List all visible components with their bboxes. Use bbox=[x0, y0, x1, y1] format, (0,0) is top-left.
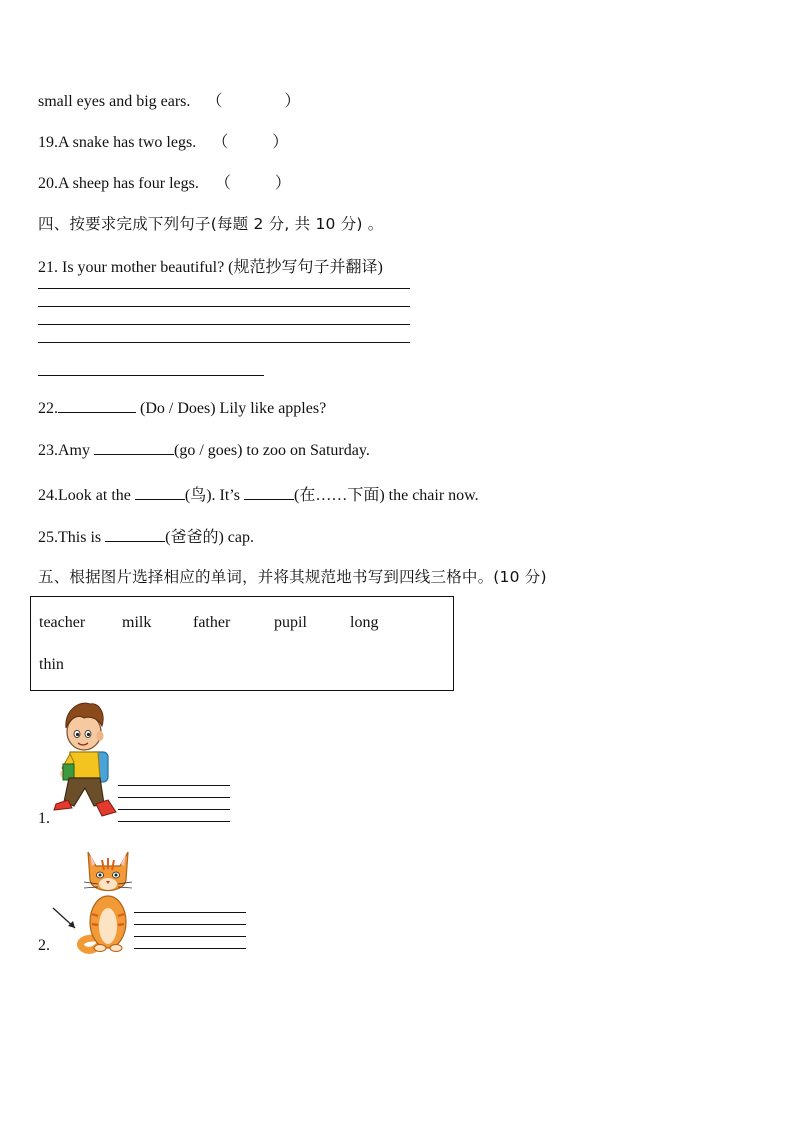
question-20 bbox=[38, 170, 291, 193]
copy-writing-lines[interactable] bbox=[38, 288, 410, 342]
answer-blank[interactable] bbox=[94, 441, 174, 455]
word-bank-item: long bbox=[350, 614, 379, 631]
word-bank-item: pupil bbox=[274, 614, 307, 631]
answer-blank[interactable] bbox=[244, 486, 294, 500]
question-text: 23.Amy bbox=[38, 442, 94, 459]
question-18-continuation bbox=[38, 88, 300, 111]
answer-blank[interactable] bbox=[135, 486, 185, 500]
word-bank-box bbox=[30, 596, 454, 691]
word-bank-item: thin bbox=[39, 656, 64, 673]
section-5-title: 五、根据图片选择相应的单词，并将其规范地书写到四线三格中。(10 分) bbox=[38, 568, 547, 586]
word-bank-item: milk bbox=[122, 614, 152, 631]
four-line-writing-grid-2[interactable] bbox=[134, 912, 246, 948]
question-23 bbox=[38, 441, 370, 460]
question-text: (go / goes) to zoo on Saturday. bbox=[174, 442, 370, 459]
question-text: (在……下面) the chair now. bbox=[293, 487, 479, 504]
answer-paren-close: ） bbox=[284, 93, 301, 110]
question-text: 24.Look at the bbox=[38, 487, 135, 504]
question-25 bbox=[38, 524, 254, 547]
question-text: (爸爸的) cap. bbox=[165, 529, 254, 546]
answer-blank[interactable] bbox=[58, 399, 136, 413]
cat-picture bbox=[50, 842, 140, 954]
word-bank-item: teacher bbox=[39, 614, 86, 631]
question-text: 20.A sheep has four legs. bbox=[38, 175, 199, 192]
answer-paren-open: （ bbox=[212, 134, 229, 151]
answer-paren-close: ） bbox=[272, 134, 289, 151]
picture-number-1: 1. bbox=[38, 810, 50, 827]
question-24 bbox=[38, 482, 479, 505]
question-text: 25.This is bbox=[38, 529, 106, 546]
question-number: 22. bbox=[38, 400, 58, 417]
question-text: 19.A snake has two legs. bbox=[38, 134, 197, 151]
word-bank-item: father bbox=[193, 614, 231, 631]
section-4-title: 四、按要求完成下列句子(每题 2 分, 共 10 分) 。 bbox=[38, 215, 384, 233]
translation-line[interactable] bbox=[38, 375, 264, 376]
answer-paren-close: ） bbox=[274, 175, 291, 192]
four-line-writing-grid-1[interactable] bbox=[118, 785, 230, 821]
answer-blank[interactable] bbox=[105, 528, 165, 542]
question-22 bbox=[38, 399, 326, 418]
picture-number-2: 2. bbox=[38, 937, 50, 954]
answer-paren-open: （ bbox=[206, 93, 223, 110]
question-text: (鸟). It’s bbox=[184, 487, 244, 504]
answer-paren-open: （ bbox=[214, 175, 231, 192]
question-text: (Do / Does) Lily like apples? bbox=[140, 400, 327, 417]
question-text: small eyes and big ears. bbox=[38, 93, 191, 110]
question-19 bbox=[38, 129, 288, 152]
schoolboy-picture bbox=[50, 698, 122, 826]
question-21: 21. Is your mother beautiful? (规范抄写句子并翻译) bbox=[38, 259, 383, 276]
